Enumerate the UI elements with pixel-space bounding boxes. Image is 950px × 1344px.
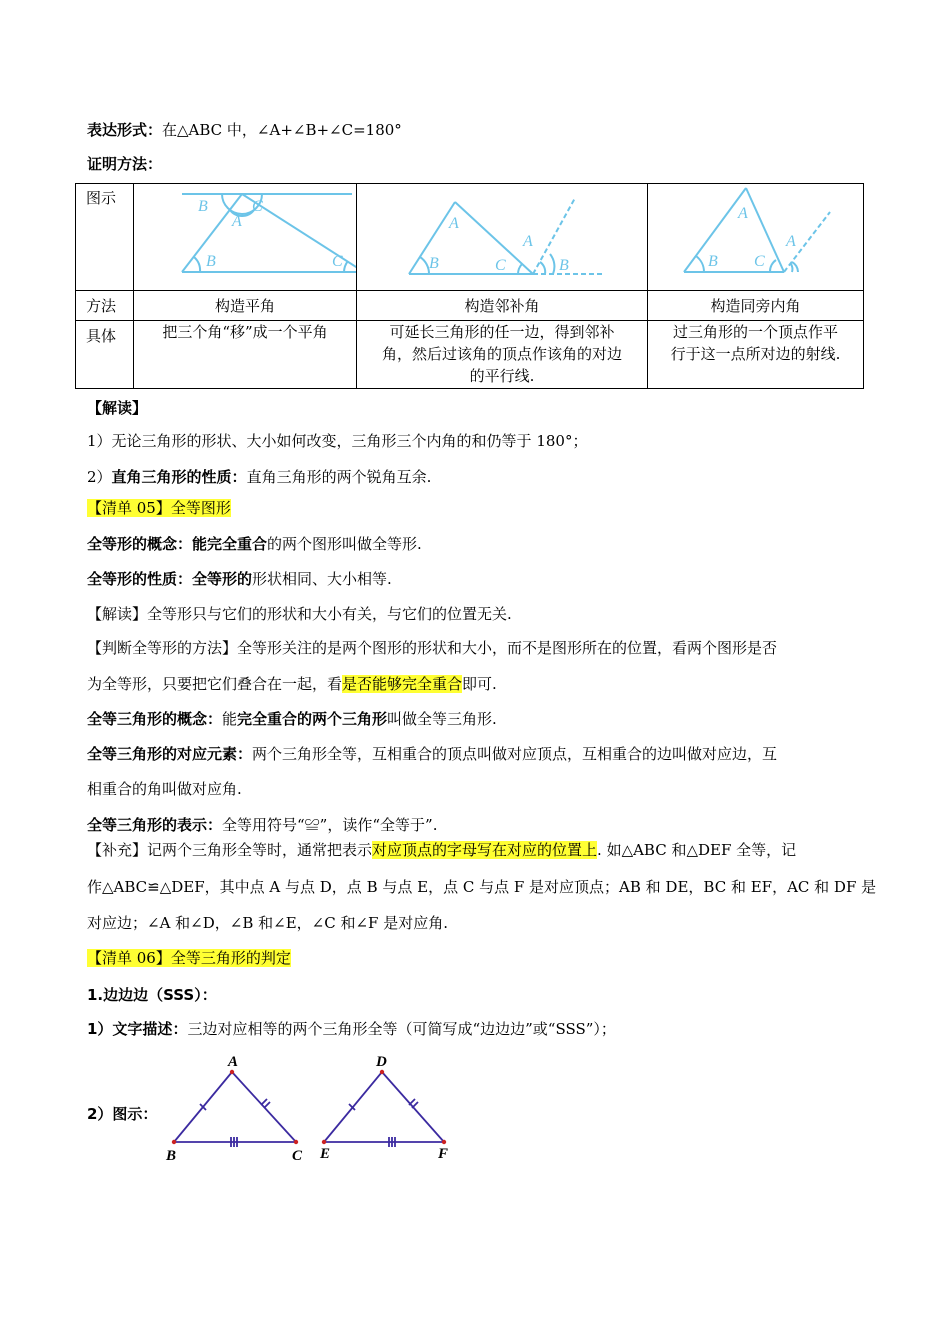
congruent-property xyxy=(87,569,392,589)
detail-2-line-1: 可延长三角形的任一边，得到邻补 xyxy=(389,323,615,341)
triangle-concept-text2: 叫做全等三角形. xyxy=(387,710,497,728)
triangle-notation-label: 全等三角形的表示： xyxy=(87,816,223,834)
fig1-label-c-top: C xyxy=(252,198,263,215)
sss-figure-label: 2）图示： xyxy=(87,1105,158,1123)
supplement-line-2: 作△ABC≌△DEF，其中点 A 与点 D，点 B 与点 E，点 C 与点 F 是对应顶点；AB 和 DE，BC 和 EF，AC 和 DF 是 xyxy=(87,878,877,896)
congruent-concept xyxy=(87,534,422,554)
detail-3 xyxy=(648,321,864,389)
detail-3-line-2: 行于这一点所对边的射线. xyxy=(670,345,841,363)
method-2: 构造邻补角 xyxy=(357,291,648,321)
jiedu-point-1: 1）无论三角形的形状、大小如何改变，三角形三个内角的和仍等于 180°； xyxy=(87,432,588,450)
fig3-label-a: A xyxy=(738,205,748,222)
detail-2-line-3: 的平行线. xyxy=(469,367,535,385)
sss-figure xyxy=(150,1050,470,1165)
expression-label: 表达形式： xyxy=(87,121,163,139)
congruent-concept-label: 全等形的概念： xyxy=(87,535,193,553)
figure-same-side-angle xyxy=(648,184,864,291)
jiedu-2-prefix: 2） xyxy=(87,468,112,486)
section-06-heading xyxy=(87,948,291,968)
triangle-notation-text: 全等用符号“≌”，读作“全等于”. xyxy=(222,816,438,834)
supplement-line-1 xyxy=(87,840,796,860)
detail-2-line-2: 角，然后过该角的顶点作该角的对边 xyxy=(381,345,622,363)
figure-adjacent-angle xyxy=(357,184,648,291)
expression-text: 在△ABC 中，∠A+∠B+∠C=180° xyxy=(162,121,402,139)
detail-1-line-1: 把三个角“移”成一个平角 xyxy=(162,323,328,341)
proof-label: 证明方法： xyxy=(87,155,163,173)
sss-label-c: C xyxy=(292,1148,303,1164)
fig2-label-b: B xyxy=(429,255,439,272)
proof-method-table xyxy=(75,183,864,389)
method-1: 构造平角 xyxy=(134,291,357,321)
triangle-notation xyxy=(87,815,437,835)
congruent-property-text: 形状相同、大小相等. xyxy=(252,570,392,588)
detail-1 xyxy=(134,321,357,389)
judge-method-line-1: 【判断全等形的方法】全等形关注的是两个图形的形状和大小，而不是图形所在的位置，看两个图形是否 xyxy=(87,639,778,657)
sss-label-b: B xyxy=(166,1148,177,1164)
fig3-label-b: B xyxy=(708,253,718,270)
judge-method-line-2 xyxy=(87,674,497,694)
fig2-label-b-ext: B xyxy=(559,257,569,274)
fig1-label-b-top: B xyxy=(198,198,208,215)
congruent-jiedu: 【解读】全等形只与它们的形状和大小有关，与它们的位置无关. xyxy=(87,605,512,623)
method-3: 构造同旁内角 xyxy=(648,291,864,321)
row-label-figure: 图示 xyxy=(76,184,134,291)
supplement-1-text: 【补充】记两个三角形全等时，通常把表示 xyxy=(87,841,373,859)
triangle-concept-text1: 能 xyxy=(222,710,238,728)
sss-label-d: D xyxy=(376,1054,387,1070)
triangle-elements-line-1 xyxy=(87,744,777,764)
triangle-elements-line-2: 相重合的角叫做对应角. xyxy=(87,780,242,798)
straight-angle-figure xyxy=(134,184,356,290)
supplement-1-highlight: 对应顶点的字母写在对应的位置上 xyxy=(372,841,598,859)
fig3-label-c: C xyxy=(754,253,765,270)
judge-line-2-text: 为全等形，只要把它们叠合在一起，看 xyxy=(87,675,343,693)
jiedu-2-text: 直角三角形的两个锐角互余. xyxy=(246,468,432,486)
jiedu-title: 【解读】 xyxy=(87,399,148,417)
triangle-elements-text: 两个三角形全等，互相重合的顶点叫做对应顶点，互相重合的边叫做对应边，互 xyxy=(252,745,778,763)
congruent-property-key: 全等形的 xyxy=(192,570,253,588)
expression-line xyxy=(87,120,402,140)
triangle-concept-label: 全等三角形的概念： xyxy=(87,710,223,728)
sss-label-a: A xyxy=(228,1054,239,1070)
congruent-property-label: 全等形的性质： xyxy=(87,570,193,588)
detail-2 xyxy=(357,321,648,389)
supplement-line-3: 对应边；∠A 和∠D，∠B 和∠E，∠C 和∠F 是对应角. xyxy=(87,914,448,932)
fig1-label-a: A xyxy=(232,213,242,230)
row-label-detail: 具体 xyxy=(76,321,134,389)
adjacent-angle-figure xyxy=(357,184,647,290)
fig2-label-a-ext: A xyxy=(523,233,533,250)
fig2-label-c: C xyxy=(495,257,506,274)
congruent-concept-key: 能完全重合 xyxy=(192,535,268,553)
sss-title: 1.边边边（SSS）： xyxy=(87,986,217,1004)
supplement-1-suffix: . 如△ABC 和△DEF 全等，记 xyxy=(597,841,797,859)
jiedu-point-2 xyxy=(87,467,431,487)
detail-3-line-1: 过三角形的一个顶点作平 xyxy=(672,323,838,341)
sss-description xyxy=(87,1019,616,1039)
sss-description-label: 1）文字描述： xyxy=(87,1020,188,1038)
congruent-concept-text: 的两个图形叫做全等形. xyxy=(267,535,422,553)
jiedu-2-bold: 直角三角形的性质： xyxy=(111,468,247,486)
triangle-concept xyxy=(87,709,497,729)
same-side-angle-figure xyxy=(648,184,863,290)
row-label-method: 方法 xyxy=(76,291,134,321)
figure-straight-angle xyxy=(134,184,357,291)
fig3-label-a-ext: A xyxy=(786,233,796,250)
section-05-heading xyxy=(87,498,231,518)
sss-description-text: 三边对应相等的两个三角形全等（可简写成“边边边”或“SSS”）； xyxy=(187,1020,616,1038)
section-06-text: 【清单 06】全等三角形的判定 xyxy=(87,949,291,967)
sss-label-f: F xyxy=(438,1146,449,1162)
judge-line-2-highlight: 是否能够完全重合 xyxy=(342,675,463,693)
judge-line-2-suffix: 即可. xyxy=(462,675,497,693)
fig2-label-a: A xyxy=(449,215,459,232)
triangle-elements-label: 全等三角形的对应元素： xyxy=(87,745,253,763)
fig1-label-b: B xyxy=(206,253,216,270)
sss-label-e: E xyxy=(320,1146,331,1162)
section-05-text: 【清单 05】全等图形 xyxy=(87,499,231,517)
fig1-label-c: C xyxy=(332,253,343,270)
triangle-concept-key: 完全重合的两个三角形 xyxy=(237,710,388,728)
